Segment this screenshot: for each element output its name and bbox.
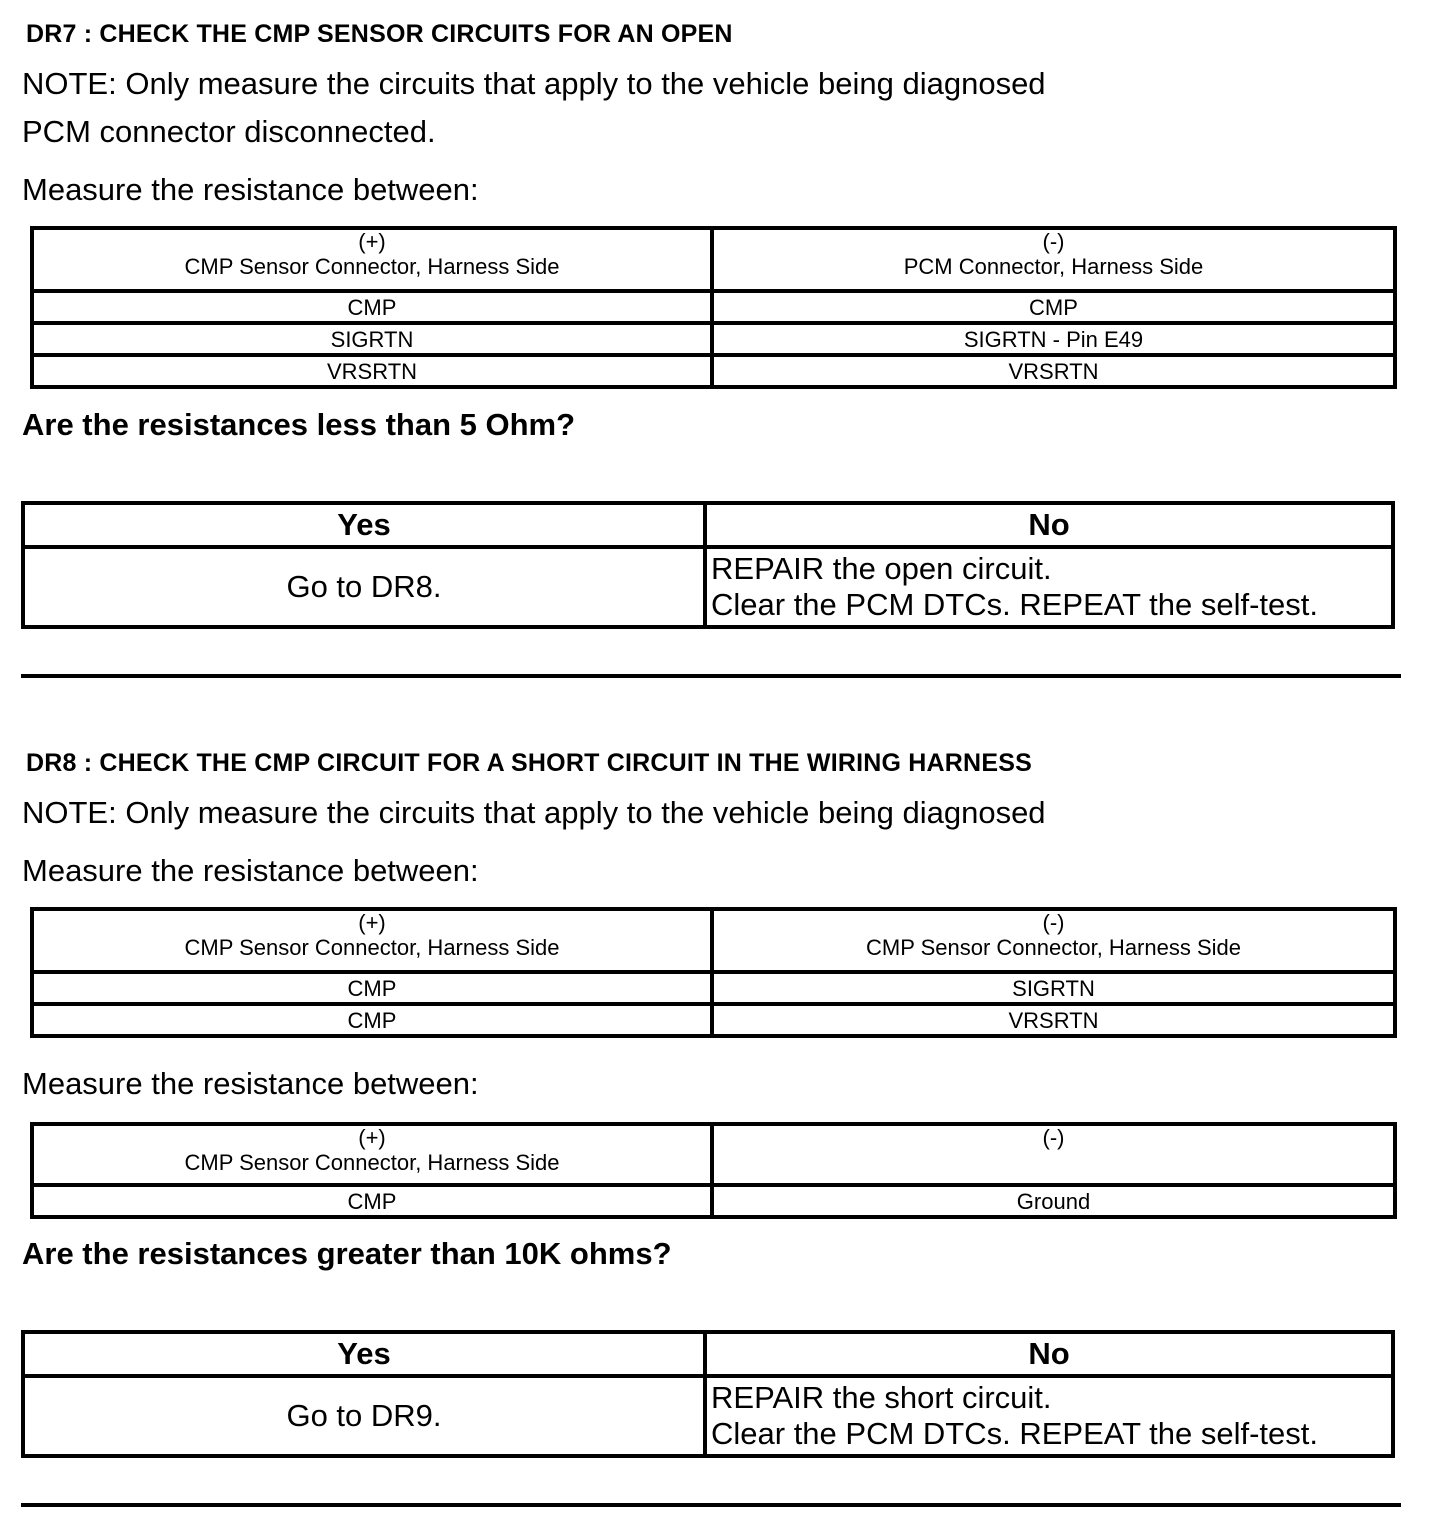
answer-header-row: [23, 1332, 1393, 1376]
dr7-answer-table: [21, 501, 1395, 629]
positive-header: [32, 228, 712, 291]
table-row: [32, 323, 1395, 355]
positive-connector-label: CMP Sensor Connector, Harness Side: [184, 254, 560, 279]
no-header: No: [705, 503, 1393, 547]
dr8-question: Are the resistances greater than 10K ohms?: [22, 1236, 672, 1271]
no-action-line: REPAIR the short circuit.: [711, 1380, 1052, 1415]
table-header-row: [32, 909, 1395, 972]
table-cell: SIGRTN: [712, 972, 1395, 1004]
dr8-measure-label-1: Measure the resistance between:: [22, 853, 479, 888]
dr8-measurement-table-2: [30, 1122, 1397, 1219]
no-header: No: [705, 1332, 1393, 1376]
negative-sign: (-): [1042, 910, 1065, 935]
table-cell: CMP: [32, 972, 712, 1004]
section-divider: [21, 1503, 1401, 1507]
dr7-measurement-table: [30, 226, 1397, 389]
table-row: [32, 1004, 1395, 1036]
table-cell: Ground: [712, 1185, 1395, 1217]
yes-header: Yes: [23, 503, 705, 547]
negative-sign: (-): [1042, 229, 1065, 254]
negative-header: [712, 1124, 1395, 1185]
section-divider: [21, 674, 1401, 678]
table-row: [32, 291, 1395, 323]
table-row: [32, 972, 1395, 1004]
table-header-row: [32, 1124, 1395, 1185]
dr8-measurement-table-1: [30, 907, 1397, 1038]
negative-connector-label: CMP Sensor Connector, Harness Side: [866, 935, 1241, 960]
no-action-line: REPAIR the open circuit.: [711, 551, 1052, 586]
yes-action: Go to DR9.: [23, 1376, 705, 1456]
positive-header: [32, 909, 712, 972]
table-cell: VRSRTN: [32, 355, 712, 387]
no-action: [705, 1376, 1393, 1456]
table-cell: SIGRTN - Pin E49: [712, 323, 1395, 355]
table-cell: VRSRTN: [712, 355, 1395, 387]
table-cell: CMP: [712, 291, 1395, 323]
dr8-measure-label-2: Measure the resistance between:: [22, 1066, 479, 1101]
answer-row: [23, 547, 1393, 627]
dr7-question: Are the resistances less than 5 Ohm?: [22, 407, 576, 442]
answer-header-row: [23, 503, 1393, 547]
dr7-precondition: PCM connector disconnected.: [22, 114, 436, 149]
negative-header: [712, 909, 1395, 972]
table-row: [32, 355, 1395, 387]
positive-connector-label: CMP Sensor Connector, Harness Side: [184, 1150, 560, 1175]
table-cell: CMP: [32, 1004, 712, 1036]
table-header-row: [32, 228, 1395, 291]
positive-sign: (+): [358, 910, 386, 935]
table-row: [32, 1185, 1395, 1217]
positive-header: [32, 1124, 712, 1185]
dr8-note: NOTE: Only measure the circuits that apply to the vehicle being diagnosed: [22, 795, 1046, 830]
dr8-answer-table: [21, 1330, 1395, 1458]
no-action-line: Clear the PCM DTCs. REPEAT the self-test.: [711, 1416, 1318, 1451]
table-cell: CMP: [32, 291, 712, 323]
dr7-note: NOTE: Only measure the circuits that apply to the vehicle being diagnosed: [22, 66, 1046, 101]
negative-connector-label: PCM Connector, Harness Side: [903, 254, 1204, 279]
positive-sign: (+): [358, 229, 386, 254]
negative-sign: (-): [1042, 1125, 1065, 1150]
no-action: [705, 547, 1393, 627]
dr7-heading: DR7 : CHECK THE CMP SENSOR CIRCUITS FOR AN OPEN: [26, 20, 733, 48]
positive-connector-label: CMP Sensor Connector, Harness Side: [184, 935, 560, 960]
no-action-line: Clear the PCM DTCs. REPEAT the self-test.: [711, 587, 1318, 622]
table-cell: SIGRTN: [32, 323, 712, 355]
dr8-heading: DR8 : CHECK THE CMP CIRCUIT FOR A SHORT CIRCUIT IN THE WIRING HARNESS: [26, 749, 1032, 777]
answer-row: [23, 1376, 1393, 1456]
table-cell: CMP: [32, 1185, 712, 1217]
table-cell: VRSRTN: [712, 1004, 1395, 1036]
positive-sign: (+): [358, 1125, 386, 1150]
yes-action: Go to DR8.: [23, 547, 705, 627]
yes-header: Yes: [23, 1332, 705, 1376]
negative-header: [712, 228, 1395, 291]
dr7-measure-label: Measure the resistance between:: [22, 172, 479, 207]
